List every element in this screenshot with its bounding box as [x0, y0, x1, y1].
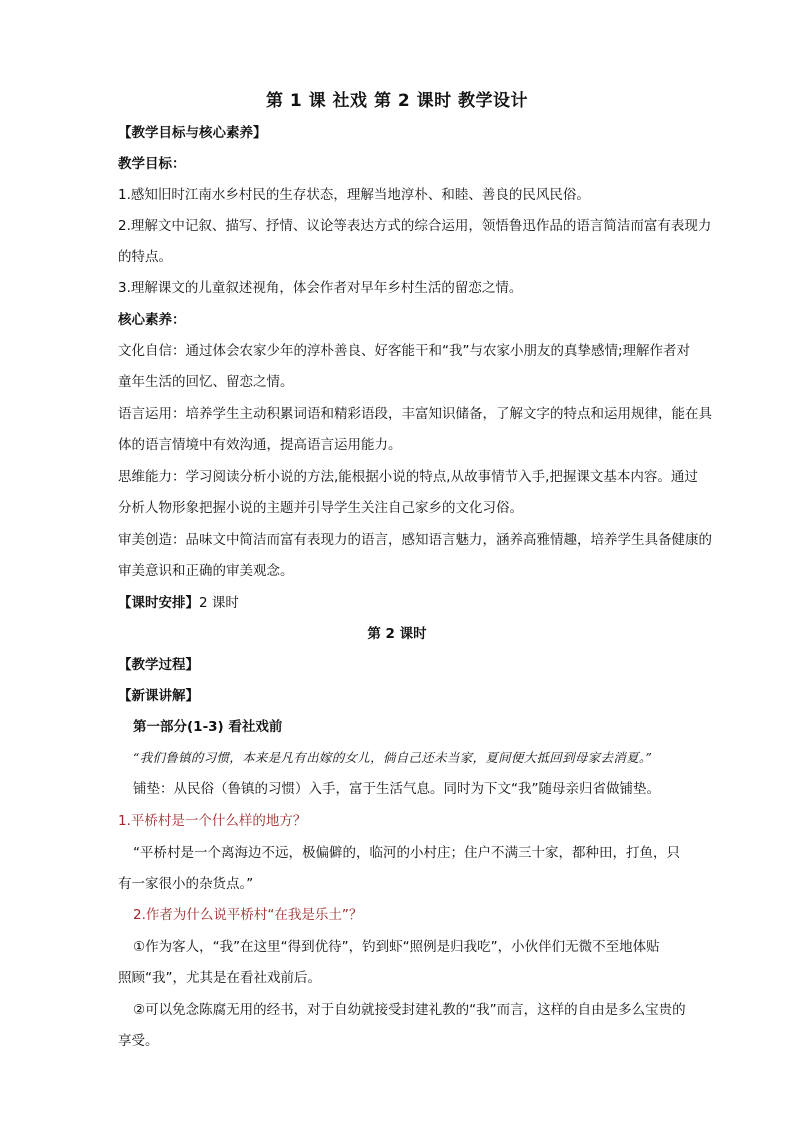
- goal-3: 3.理解课文的儿童叙述视角，体会作者对早年乡村生活的留恋之情。: [118, 280, 523, 296]
- answer-2-point-2: ②可以免念陈腐无用的经书，对于自幼就接受封建礼教的“我”而言，这样的自由是多么宝贵的: [133, 1002, 686, 1018]
- answer-2-point-1-cont: 照顾“我”，尤其是在看社戏前后。: [118, 970, 321, 986]
- answer-2-point-2-cont: 享受。: [118, 1033, 159, 1049]
- core-literacy-label: 核心素养：: [118, 312, 186, 328]
- goal-2-continued: 的特点。: [118, 249, 172, 265]
- lesson-heading: 第 2 课时: [367, 626, 427, 642]
- pave-explanation: 铺垫：从民俗（鲁镇的习惯）入手，富于生活气息。同时为下文“我”随母亲归省做铺垫。: [133, 781, 660, 797]
- goal-2: 2.理解文中记叙、描写、抒情、议论等表达方式的综合运用，领悟鲁迅作品的语言简洁而富有表现力: [118, 218, 712, 234]
- objectives-header: 【教学目标与核心素养】: [118, 125, 267, 141]
- document-title: 第 1 课 社戏 第 2 课时 教学设计: [265, 91, 529, 111]
- process-header: 【教学过程】: [118, 657, 199, 673]
- schedule-label: 【课时安排】: [118, 595, 199, 611]
- quote-lu-town-custom: “我们鲁镇的习惯，本来是凡有出嫁的女儿，倘自己还未当家，夏间便大抵回到母家去消夏。”: [133, 750, 653, 765]
- core-aesthetics-cont: 审美意识和正确的审美观念。: [118, 563, 294, 579]
- schedule-value: 2 课时: [199, 595, 239, 611]
- core-language-use-cont: 体的语言情境中有效沟通，提高语言运用能力。: [118, 437, 402, 453]
- answer-2-point-1: ①作为客人，“我”在这里“得到优待”，钓到虾“照例是归我吃”，小伙伴们无微不至地体贴: [133, 939, 660, 955]
- schedule-line: [118, 588, 708, 618]
- part1-heading: 第一部分(1-3) 看社戏前: [133, 719, 283, 735]
- question-1: 1.平桥村是一个什么样的地方？: [118, 813, 307, 829]
- new-lesson-header: 【新课讲解】: [118, 688, 199, 704]
- question-2: 2.作者为什么说平桥村“在我是乐土”？: [133, 907, 363, 923]
- core-thinking-cont: 分析人物形象把握小说的主题并引导学生关注自己家乡的文化习俗。: [118, 500, 523, 516]
- core-language-use: 语言运用：培养学生主动积累词语和精彩语段，丰富知识储备，了解文字的特点和运用规律，能在具: [118, 406, 712, 422]
- core-cultural-confidence: 文化自信：通过体会农家少年的淳朴善良、好客能干和“我”与农家小朋友的真挚感情;理解作者对: [118, 343, 691, 359]
- answer-1-line-2: 有一家很小的杂货点。”: [118, 876, 254, 892]
- core-thinking: 思维能力：学习阅读分析小说的方法,能根据小说的特点,从故事情节入手,把握课文基本内容。通过: [118, 469, 698, 485]
- teaching-goals-label: 教学目标：: [118, 156, 186, 172]
- core-cultural-confidence-cont: 童年生活的回忆、留恋之情。: [118, 374, 294, 390]
- answer-1-line-1: “平桥村是一个离海边不远，极偏僻的，临河的小村庄；住户不满三十家，都种田，打鱼，只: [133, 845, 680, 861]
- goal-1: 1.感知旧时江南水乡村民的生存状态，理解当地淳朴、和睦、善良的民风民俗。: [118, 187, 590, 203]
- core-aesthetics: 审美创造：品味文中简洁而富有表现力的语言，感知语言魅力，涵养高雅情趣，培养学生具备健康的: [118, 532, 712, 548]
